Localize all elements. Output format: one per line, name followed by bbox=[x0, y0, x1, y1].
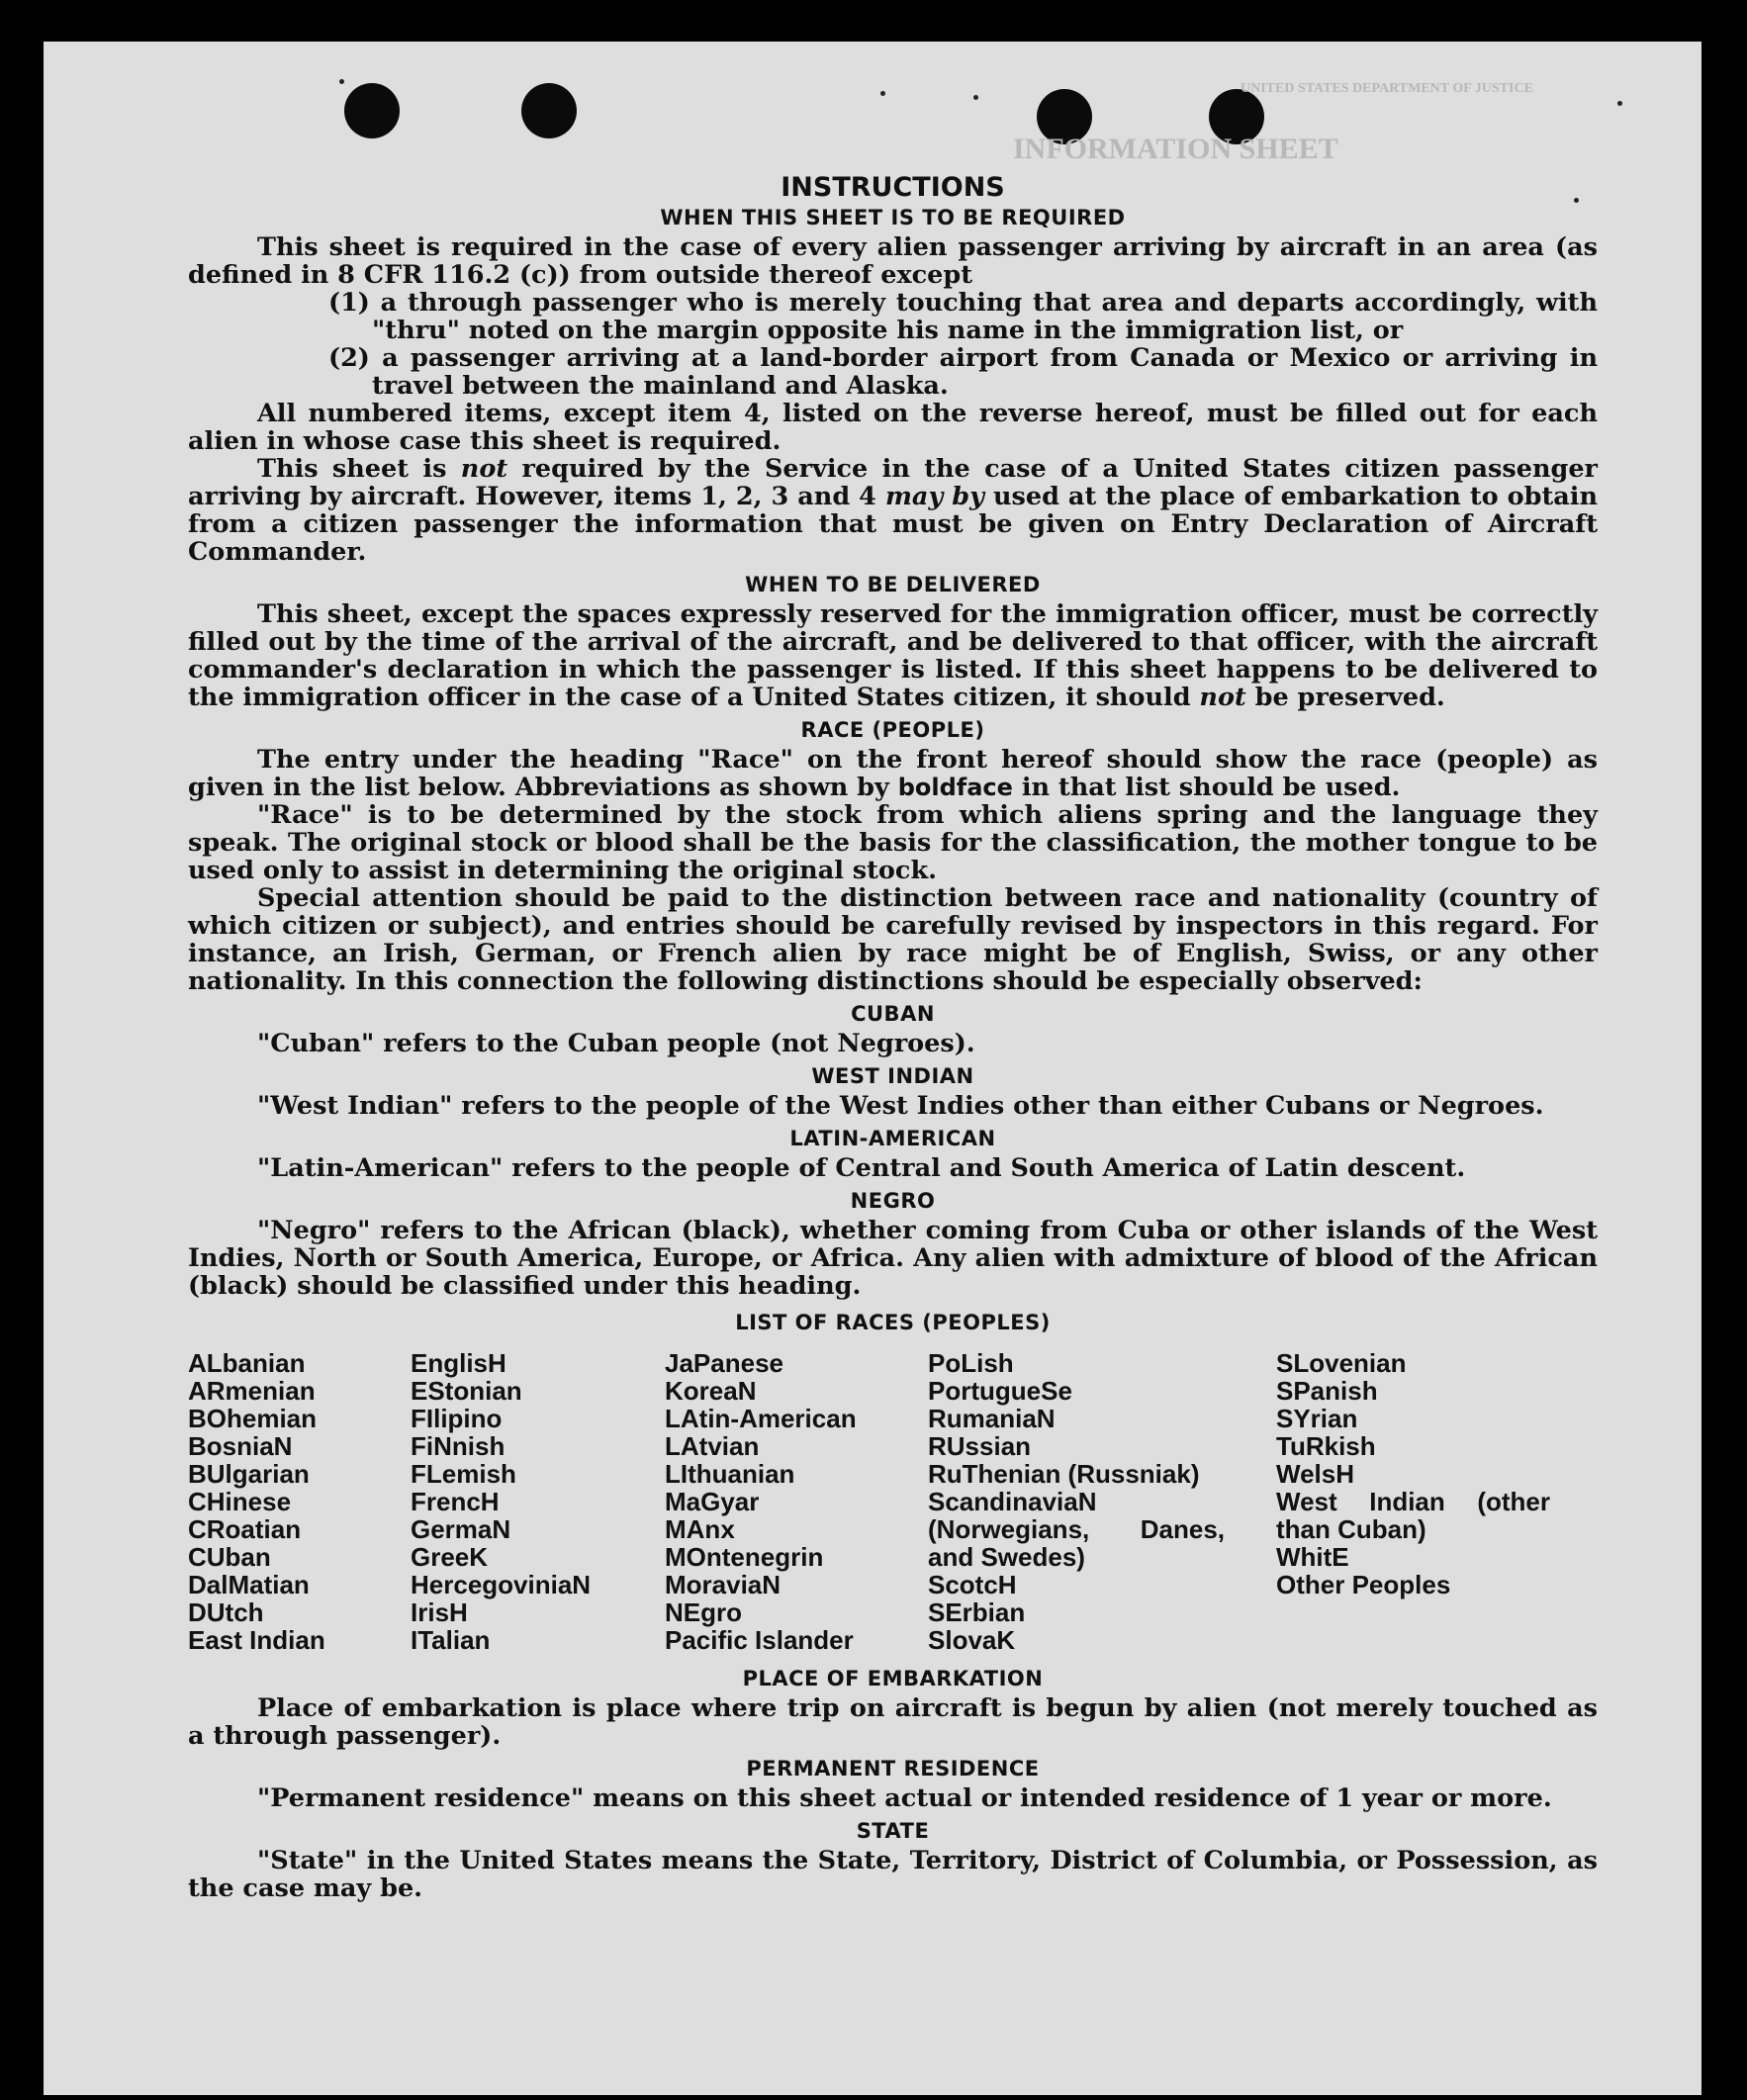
race-item: BosniaN bbox=[188, 1431, 293, 1461]
races-column bbox=[1276, 1349, 1598, 1654]
race-item: LAtin-American bbox=[665, 1404, 857, 1433]
paragraph: "Cuban" refers to the Cuban people (not Negroes). bbox=[257, 1029, 975, 1058]
subsection-heading: NEGRO bbox=[850, 1189, 936, 1213]
race-item: FIlipino bbox=[411, 1404, 503, 1433]
paragraph: Place of embarkation is place where trip on aircraft is begun by alien (not merely touched as a through passenger). bbox=[188, 1693, 1598, 1751]
race-item: JaPanese bbox=[665, 1348, 783, 1378]
paragraph: "West Indian" refers to the people of the West Indies other than either Cubans or Negroes. bbox=[257, 1091, 1544, 1121]
race-item: CRoatian bbox=[188, 1514, 302, 1544]
paragraph: Special attention should be paid to the distinction between race and nationality (country of which citizen or subject), and entries should be carefully revised by inspectors in this regard. For instance, an Irish, German, or French alien by race might be of English, Swiss, or any other nationality. In this connection the following distinctions should be especially observed: bbox=[188, 883, 1598, 996]
race-item: MAnx bbox=[665, 1514, 735, 1544]
race-item: ARmenian bbox=[188, 1376, 316, 1406]
race-item: HercegoviniaN bbox=[411, 1570, 592, 1599]
race-item: LAtvian bbox=[665, 1431, 760, 1461]
race-item: GermaN bbox=[411, 1514, 511, 1544]
paragraph: The entry under the heading "Race" on the front hereof should show the race (people) as given in the list below. Abbreviations as shown by boldface in that list should be used. bbox=[188, 745, 1598, 802]
list-item: (1) a through passenger who is merely touching that area and departs accordingly, with "thru" noted on the margin opposite his name in the immigration list, or bbox=[328, 288, 1598, 345]
race-item: ScandinaviaN (Norwegians, Danes, and Swedes) bbox=[928, 1487, 1225, 1572]
subsection-heading: LATIN-AMERICAN bbox=[789, 1127, 996, 1150]
race-item: SErbian bbox=[928, 1598, 1026, 1627]
race-item: Pacific Islander bbox=[665, 1625, 854, 1655]
paragraph: "Race" is to be determined by the stock from which aliens spring and the language they speak. The original stock or blood shall be the basis for the classification, the mother tongue to be used only to assist in determining the original stock. bbox=[188, 800, 1598, 885]
race-item: BUlgarian bbox=[188, 1459, 310, 1489]
race-item: FrencH bbox=[411, 1487, 500, 1516]
race-item: GreeK bbox=[411, 1542, 489, 1572]
race-item: RUssian bbox=[928, 1431, 1032, 1461]
race-item: RumaniaN bbox=[928, 1404, 1056, 1433]
race-item: ITalian bbox=[411, 1625, 491, 1655]
race-item: West Indian (other than Cuban) bbox=[1276, 1487, 1550, 1544]
paragraph: All numbered items, except item 4, listed on the reverse hereof, must be filled out for each alien in whose case this sheet is required. bbox=[188, 399, 1598, 456]
race-item: FiNnish bbox=[411, 1431, 506, 1461]
speck bbox=[339, 79, 344, 84]
races-column bbox=[411, 1349, 665, 1654]
section-heading: WHEN TO BE DELIVERED bbox=[745, 573, 1041, 596]
races-column bbox=[928, 1349, 1276, 1654]
paragraph: "Negro" refers to the African (black), whether coming from Cuba or other islands of the West Indies, North or South America, Europe, or Africa. Any alien with admixture of blood of the African (black) should be classified under this heading. bbox=[188, 1216, 1598, 1301]
paragraph: This sheet is required in the case of every alien passenger arriving by aircraft in an area (as defined in 8 CFR 116.2 (c)) from outside thereof except bbox=[188, 232, 1598, 290]
races-list bbox=[188, 1349, 1598, 1654]
paragraph: "Latin-American" refers to the people of Central and South America of Latin descent. bbox=[257, 1153, 1466, 1183]
race-item: PortugueSe bbox=[928, 1376, 1072, 1406]
races-column bbox=[665, 1349, 928, 1654]
race-item: PoLish bbox=[928, 1348, 1014, 1378]
race-item: TuRkish bbox=[1276, 1431, 1376, 1461]
race-item: SPanish bbox=[1276, 1376, 1378, 1406]
race-item: NEgro bbox=[665, 1598, 742, 1627]
race-item: BOhemian bbox=[188, 1404, 318, 1433]
race-item: WelsH bbox=[1276, 1459, 1354, 1489]
race-item: RuThenian (Russniak) bbox=[928, 1459, 1200, 1489]
section-heading: WHEN THIS SHEET IS TO BE REQUIRED bbox=[660, 206, 1126, 229]
race-item: ALbanian bbox=[188, 1348, 306, 1378]
race-item: CUban bbox=[188, 1542, 271, 1572]
document-sheet bbox=[44, 42, 1701, 2095]
speck bbox=[1617, 101, 1622, 106]
race-item: CHinese bbox=[188, 1487, 292, 1516]
race-item: FLemish bbox=[411, 1459, 516, 1489]
punch-hole bbox=[344, 83, 400, 138]
race-item: EnglisH bbox=[411, 1348, 506, 1378]
race-item: SLovenian bbox=[1276, 1348, 1407, 1378]
race-item: SYrian bbox=[1276, 1404, 1358, 1433]
race-item: WhitE bbox=[1276, 1542, 1349, 1572]
bleed-through-text: INFORMATION SHEET bbox=[1013, 133, 1338, 165]
bleed-through-text: UNITED STATES DEPARTMENT OF JUSTICE bbox=[1241, 81, 1533, 96]
races-column bbox=[188, 1349, 411, 1654]
race-item: MOntenegrin bbox=[665, 1542, 824, 1572]
paragraph: "State" in the United States means the State, Territory, District of Columbia, or Possession, as the case may be. bbox=[188, 1846, 1598, 1903]
race-item: DUtch bbox=[188, 1598, 264, 1627]
race-item: SlovaK bbox=[928, 1625, 1016, 1655]
section-heading: LIST OF RACES (PEOPLES) bbox=[735, 1311, 1051, 1334]
race-item: IrisH bbox=[411, 1598, 468, 1627]
race-item: MoraviaN bbox=[665, 1570, 782, 1599]
section-heading: STATE bbox=[856, 1819, 930, 1843]
race-item: KoreaN bbox=[665, 1376, 757, 1406]
paragraph: "Permanent residence" means on this sheet actual or intended residence of 1 year or more. bbox=[257, 1783, 1552, 1813]
subsection-heading: WEST INDIAN bbox=[811, 1064, 974, 1088]
section-heading: PERMANENT RESIDENCE bbox=[746, 1757, 1040, 1780]
list-item: (2) a passenger arriving at a land-border airport from Canada or Mexico or arriving in travel between the mainland and Alaska. bbox=[328, 343, 1598, 401]
section-heading: RACE (PEOPLE) bbox=[800, 718, 985, 742]
paragraph: This sheet is not required by the Service in the case of a United States citizen passenger arriving by aircraft. However, items 1, 2, 3 and 4 may by used at the place of embarkation to obtain from a citizen passenger the information that must be given on Entry Declaration of Aircraft Commander. bbox=[188, 454, 1599, 567]
subsection-heading: CUBAN bbox=[851, 1002, 935, 1026]
race-item: East Indian bbox=[188, 1625, 325, 1655]
speck bbox=[880, 91, 885, 96]
race-item: Other Peoples bbox=[1276, 1570, 1451, 1599]
race-item: MaGyar bbox=[665, 1487, 760, 1516]
race-item: ScotcH bbox=[928, 1570, 1017, 1599]
race-item: EStonian bbox=[411, 1376, 522, 1406]
speck bbox=[973, 95, 978, 100]
race-item: DalMatian bbox=[188, 1570, 310, 1599]
page-title: INSTRUCTIONS bbox=[781, 172, 1005, 203]
race-item: LIthuanian bbox=[665, 1459, 795, 1489]
paragraph: This sheet, except the spaces expressly reserved for the immigration officer, must be correctly filled out by the time of the arrival of the aircraft, and be delivered to that officer, with the aircraft commander's declaration in which the passenger is listed. If this sheet happens to be delivered to the immigration officer in the case of a United States citizen, it should not be preserved. bbox=[188, 599, 1598, 712]
section-heading: PLACE OF EMBARKATION bbox=[742, 1667, 1044, 1690]
instructions-content bbox=[188, 134, 1598, 1902]
punch-hole bbox=[521, 83, 577, 138]
